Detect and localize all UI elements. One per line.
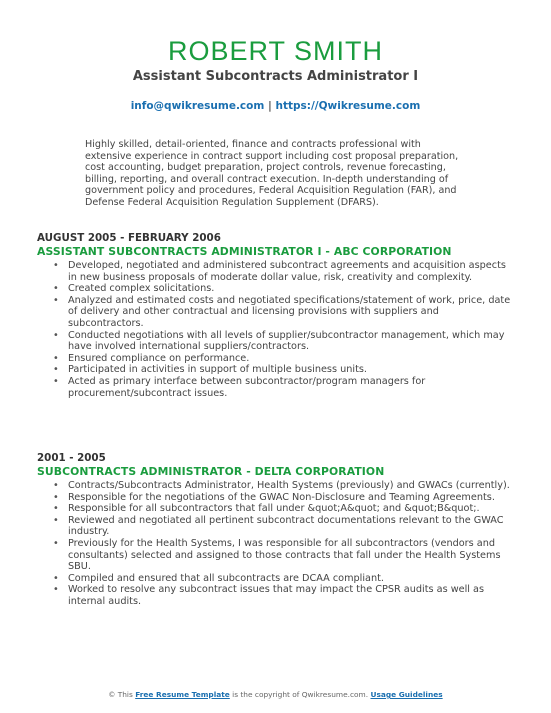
summary-paragraph: Highly skilled, detail-oriented, finance and contracts professional with extensive experience in contract support including cost proposal preparation, cost accounting, budget preparation, project controls, revenue forecasting, billing, reporting, and overall contract execution. In-depth understanding of government policy and procedures, Federal Acquisition Regulation (FAR), and Defense Federal Acquisition Regulation Supplement (DFARS). (85, 139, 459, 208)
job-bullets (37, 480, 517, 608)
email-link[interactable]: info@qwikresume.com (130, 100, 265, 112)
list-item: • Analyzed and estimated costs and negotiated specifications/statement of work, price, date of delivery and other contractual and licensing provisions with suppliers and subcontractors. (68, 295, 517, 330)
list-item: • Conducted negotiations with all levels of supplier/subcontractor management, which may have involved international suppliers/contractors. (68, 330, 517, 353)
footer (0, 690, 551, 699)
list-item: • Previously for the Health Systems, I was responsible for all subcontractors (vendors and consultants) selected and assigned to those contracts that fall under the Health Systems SBU. (68, 538, 517, 573)
footer-middle: is the copyright of Qwikresume.com. (232, 690, 369, 699)
website-link[interactable]: https://Qwikresume.com (275, 100, 421, 112)
list-item: • Participated in activities in support of multiple business units. (68, 364, 517, 376)
footer-prefix: This (117, 690, 133, 699)
job-section-2 (37, 452, 517, 608)
list-item: • Responsible for all subcontractors that fall under &quot;A&quot; and &quot;B&quot;. (68, 503, 517, 515)
list-item: • Created complex solicitations. (68, 283, 517, 295)
job-dates: 2001 - 2005 (37, 452, 106, 464)
candidate-title: Assistant Subcontracts Administrator I (132, 69, 419, 84)
job-role: ASSISTANT SUBCONTRACTS ADMINISTRATOR I - ABC CORPORATION (37, 245, 452, 258)
free-resume-template-link[interactable]: Free Resume Template (135, 690, 230, 699)
job-section-1 (37, 232, 517, 399)
list-item: • Acted as primary interface between subcontractor/program managers for procurement/subcontract issues. (68, 376, 517, 399)
list-item: • Ensured compliance on performance. (68, 353, 517, 365)
contact-line (0, 100, 551, 112)
usage-guidelines-link[interactable]: Usage Guidelines (370, 690, 443, 699)
list-item: • Developed, negotiated and administered subcontract agreements and acquisition aspects in new business proposals of moderate dollar value, risk, creativity and complexity. (68, 260, 517, 283)
job-bullets (37, 260, 517, 399)
list-item: • Contracts/Subcontracts Administrator, Health Systems (previously) and GWACs (currently). (68, 480, 517, 492)
job-role: SUBCONTRACTS ADMINISTRATOR - DELTA CORPORATION (37, 465, 385, 478)
list-item: • Compiled and ensured that all subcontracts are DCAA compliant. (68, 573, 517, 585)
list-item: • Reviewed and negotiated all pertinent subcontract documentations relevant to the GWAC industry. (68, 515, 517, 538)
candidate-name: ROBERT SMITH (167, 36, 384, 66)
job-dates: AUGUST 2005 - FEBRUARY 2006 (37, 232, 221, 244)
contact-separator: | (267, 100, 272, 112)
copyright-icon: © (108, 691, 116, 699)
list-item: • Worked to resolve any subcontract issues that may impact the CPSR audits as well as internal audits. (68, 584, 517, 607)
list-item: • Responsible for the negotiations of the GWAC Non-Disclosure and Teaming Agreements. (68, 492, 517, 504)
